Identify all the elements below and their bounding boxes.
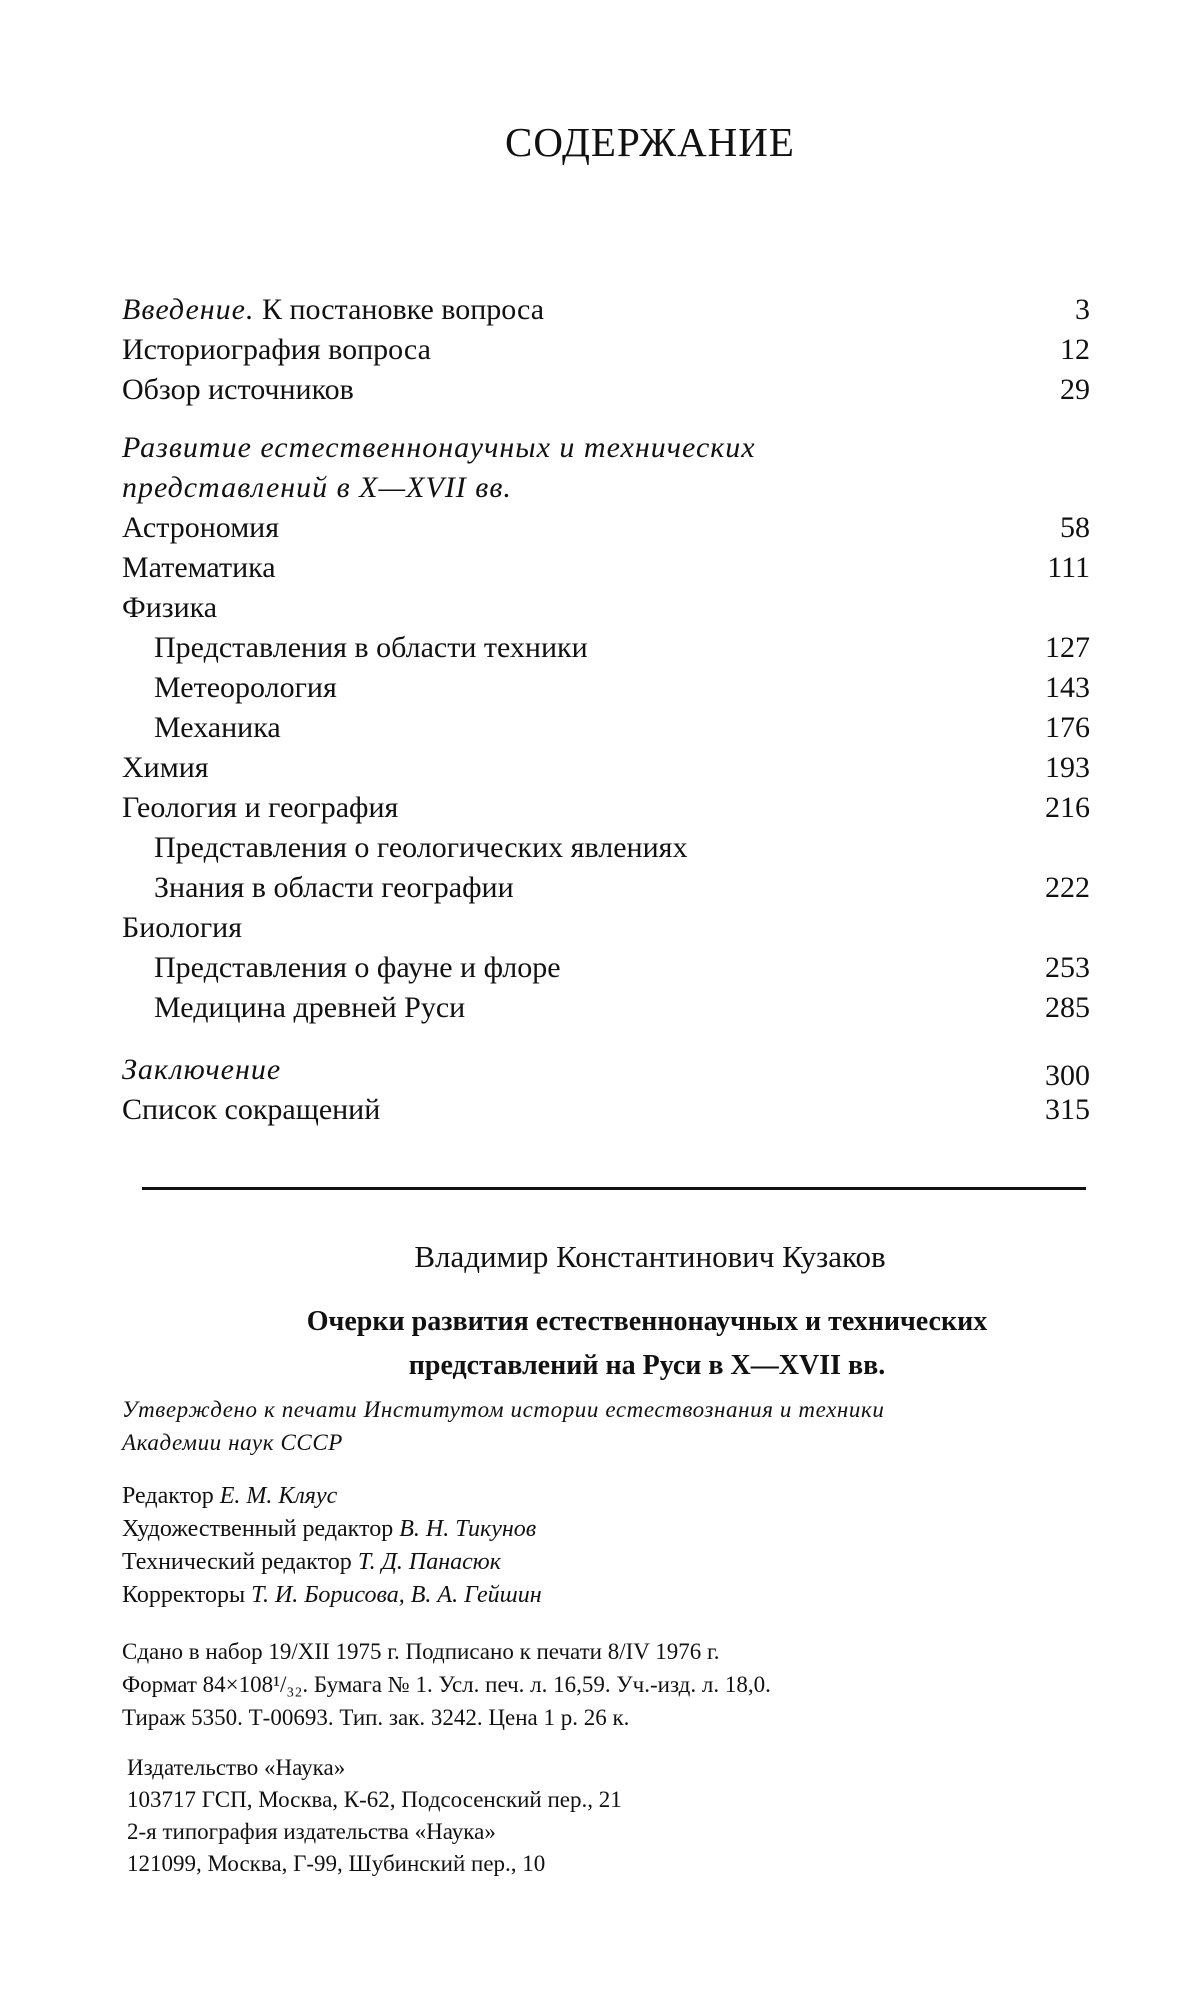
toc-section-heading bbox=[122, 428, 1090, 468]
toc-entry bbox=[122, 1090, 1090, 1130]
toc-entry-label: Обзор источников bbox=[122, 373, 354, 406]
toc-entry-page: 216 bbox=[1045, 791, 1090, 824]
toc-entry-label: Механика bbox=[154, 711, 281, 744]
toc-entry-label: Химия bbox=[122, 751, 209, 784]
toc-entry-page: 3 bbox=[1075, 293, 1090, 326]
toc-entry-page: 193 bbox=[1045, 751, 1090, 784]
toc-subentry bbox=[122, 668, 1090, 708]
toc-subentry bbox=[122, 828, 1090, 868]
toc-entry-page: 315 bbox=[1045, 1093, 1090, 1126]
toc-entry-page: 127 bbox=[1045, 631, 1090, 664]
toc-subentry bbox=[122, 988, 1090, 1028]
toc-entry-label: Введение. К постановке вопроса bbox=[122, 293, 545, 326]
toc-entry-page: 143 bbox=[1045, 671, 1090, 704]
toc-entry-page: 300 bbox=[1045, 1059, 1090, 1092]
staff-line: Художественный редактор В. Н. Тикунов bbox=[122, 1516, 537, 1542]
toc-entry-page: 111 bbox=[1047, 551, 1090, 584]
staff-line: Технический редактор Т. Д. Панасюк bbox=[122, 1549, 501, 1575]
toc-entry-label: Физика bbox=[122, 591, 218, 624]
toc-entry bbox=[122, 330, 1090, 370]
toc-entry bbox=[122, 370, 1090, 410]
toc-entry-label: Астрономия bbox=[122, 511, 280, 544]
toc-entry-label: Представления о геологических явлениях bbox=[154, 831, 688, 864]
page-title: СОДЕРЖАНИЕ bbox=[505, 119, 795, 165]
print-details: Сдано в набор 19/XII 1975 г. Подписано к печати 8/IV 1976 г. Формат 84×108¹/₃₂. Бумага № 1. Усл. печ. л. 16,59. Уч.-изд. л. 18,0. Тираж 5350. Т-00693. Тип. зак. 3242. Цена 1 р. 26 к. bbox=[122, 1639, 771, 1730]
toc-entry-label: Геология и география bbox=[122, 791, 399, 824]
toc-entry bbox=[122, 290, 1090, 330]
toc-entry-label: Знания в области географии bbox=[154, 871, 514, 904]
toc-entry-label: Биология bbox=[122, 911, 243, 944]
author-name: Владимир Константинович Кузаков bbox=[414, 1239, 886, 1274]
toc-entry-label: Метеорология bbox=[154, 671, 337, 704]
toc-entry-page: 222 bbox=[1045, 871, 1090, 904]
toc-section-heading bbox=[122, 468, 1090, 508]
toc-entry-page: 12 bbox=[1060, 333, 1090, 366]
toc-entry-label: Медицина древней Руси bbox=[154, 991, 466, 1024]
toc-entry-page: 285 bbox=[1045, 991, 1090, 1024]
toc-entry-label: Представления в области техники bbox=[154, 631, 588, 664]
toc-entry-prefix: Введение. bbox=[122, 293, 255, 326]
editorial-staff bbox=[122, 1480, 1090, 1612]
toc-subentry bbox=[122, 868, 1090, 908]
divider-rule bbox=[142, 1187, 1086, 1190]
book-title: Очерки развития естественнонаучных и технических представлений на Руси в X—XVII вв. bbox=[306, 1306, 988, 1381]
toc-subentry bbox=[122, 708, 1090, 748]
toc-entry-page: 29 bbox=[1060, 373, 1090, 406]
toc-entry bbox=[122, 748, 1090, 788]
staff-line: Редактор Е. М. Кляус bbox=[122, 1483, 338, 1509]
toc-entry-label: Математика bbox=[122, 551, 276, 584]
toc-entry-page: 253 bbox=[1045, 951, 1090, 984]
toc-entry-label: Развитие естественнонаучных и технических bbox=[122, 431, 756, 464]
toc-subentry bbox=[122, 628, 1090, 668]
toc-entry-label: Заключение bbox=[122, 1053, 282, 1086]
approval-note: Утверждено к печати Институтом истории естествознания и техники Академии наук СССР bbox=[122, 1397, 885, 1455]
toc-entry-label: представлений в X—XVII вв. bbox=[122, 471, 512, 504]
toc-entry-page: 58 bbox=[1060, 511, 1090, 544]
toc-entry bbox=[122, 588, 1090, 628]
toc-subentry bbox=[122, 948, 1090, 988]
toc-entry bbox=[122, 908, 1090, 948]
toc-entry-page: 176 bbox=[1045, 711, 1090, 744]
toc-entry bbox=[122, 1050, 1090, 1090]
toc-entry-label: Список сокращений bbox=[122, 1093, 381, 1126]
toc-entry-label: Историография вопроса bbox=[122, 333, 431, 366]
toc-entry bbox=[122, 508, 1090, 548]
publisher-info: Издательство «Наука» 103717 ГСП, Москва, К-62, Подсосенский пер., 21 2-я типография издательства «Наука» 121099, Москва, Г-99, Шубинский пер., 10 bbox=[127, 1755, 622, 1876]
toc-entry bbox=[122, 548, 1090, 588]
toc-entry-label: Представления о фауне и флоре bbox=[154, 951, 561, 984]
toc-entry bbox=[122, 788, 1090, 828]
staff-line: Корректоры Т. И. Борисова, В. А. Гейшин bbox=[122, 1582, 542, 1608]
